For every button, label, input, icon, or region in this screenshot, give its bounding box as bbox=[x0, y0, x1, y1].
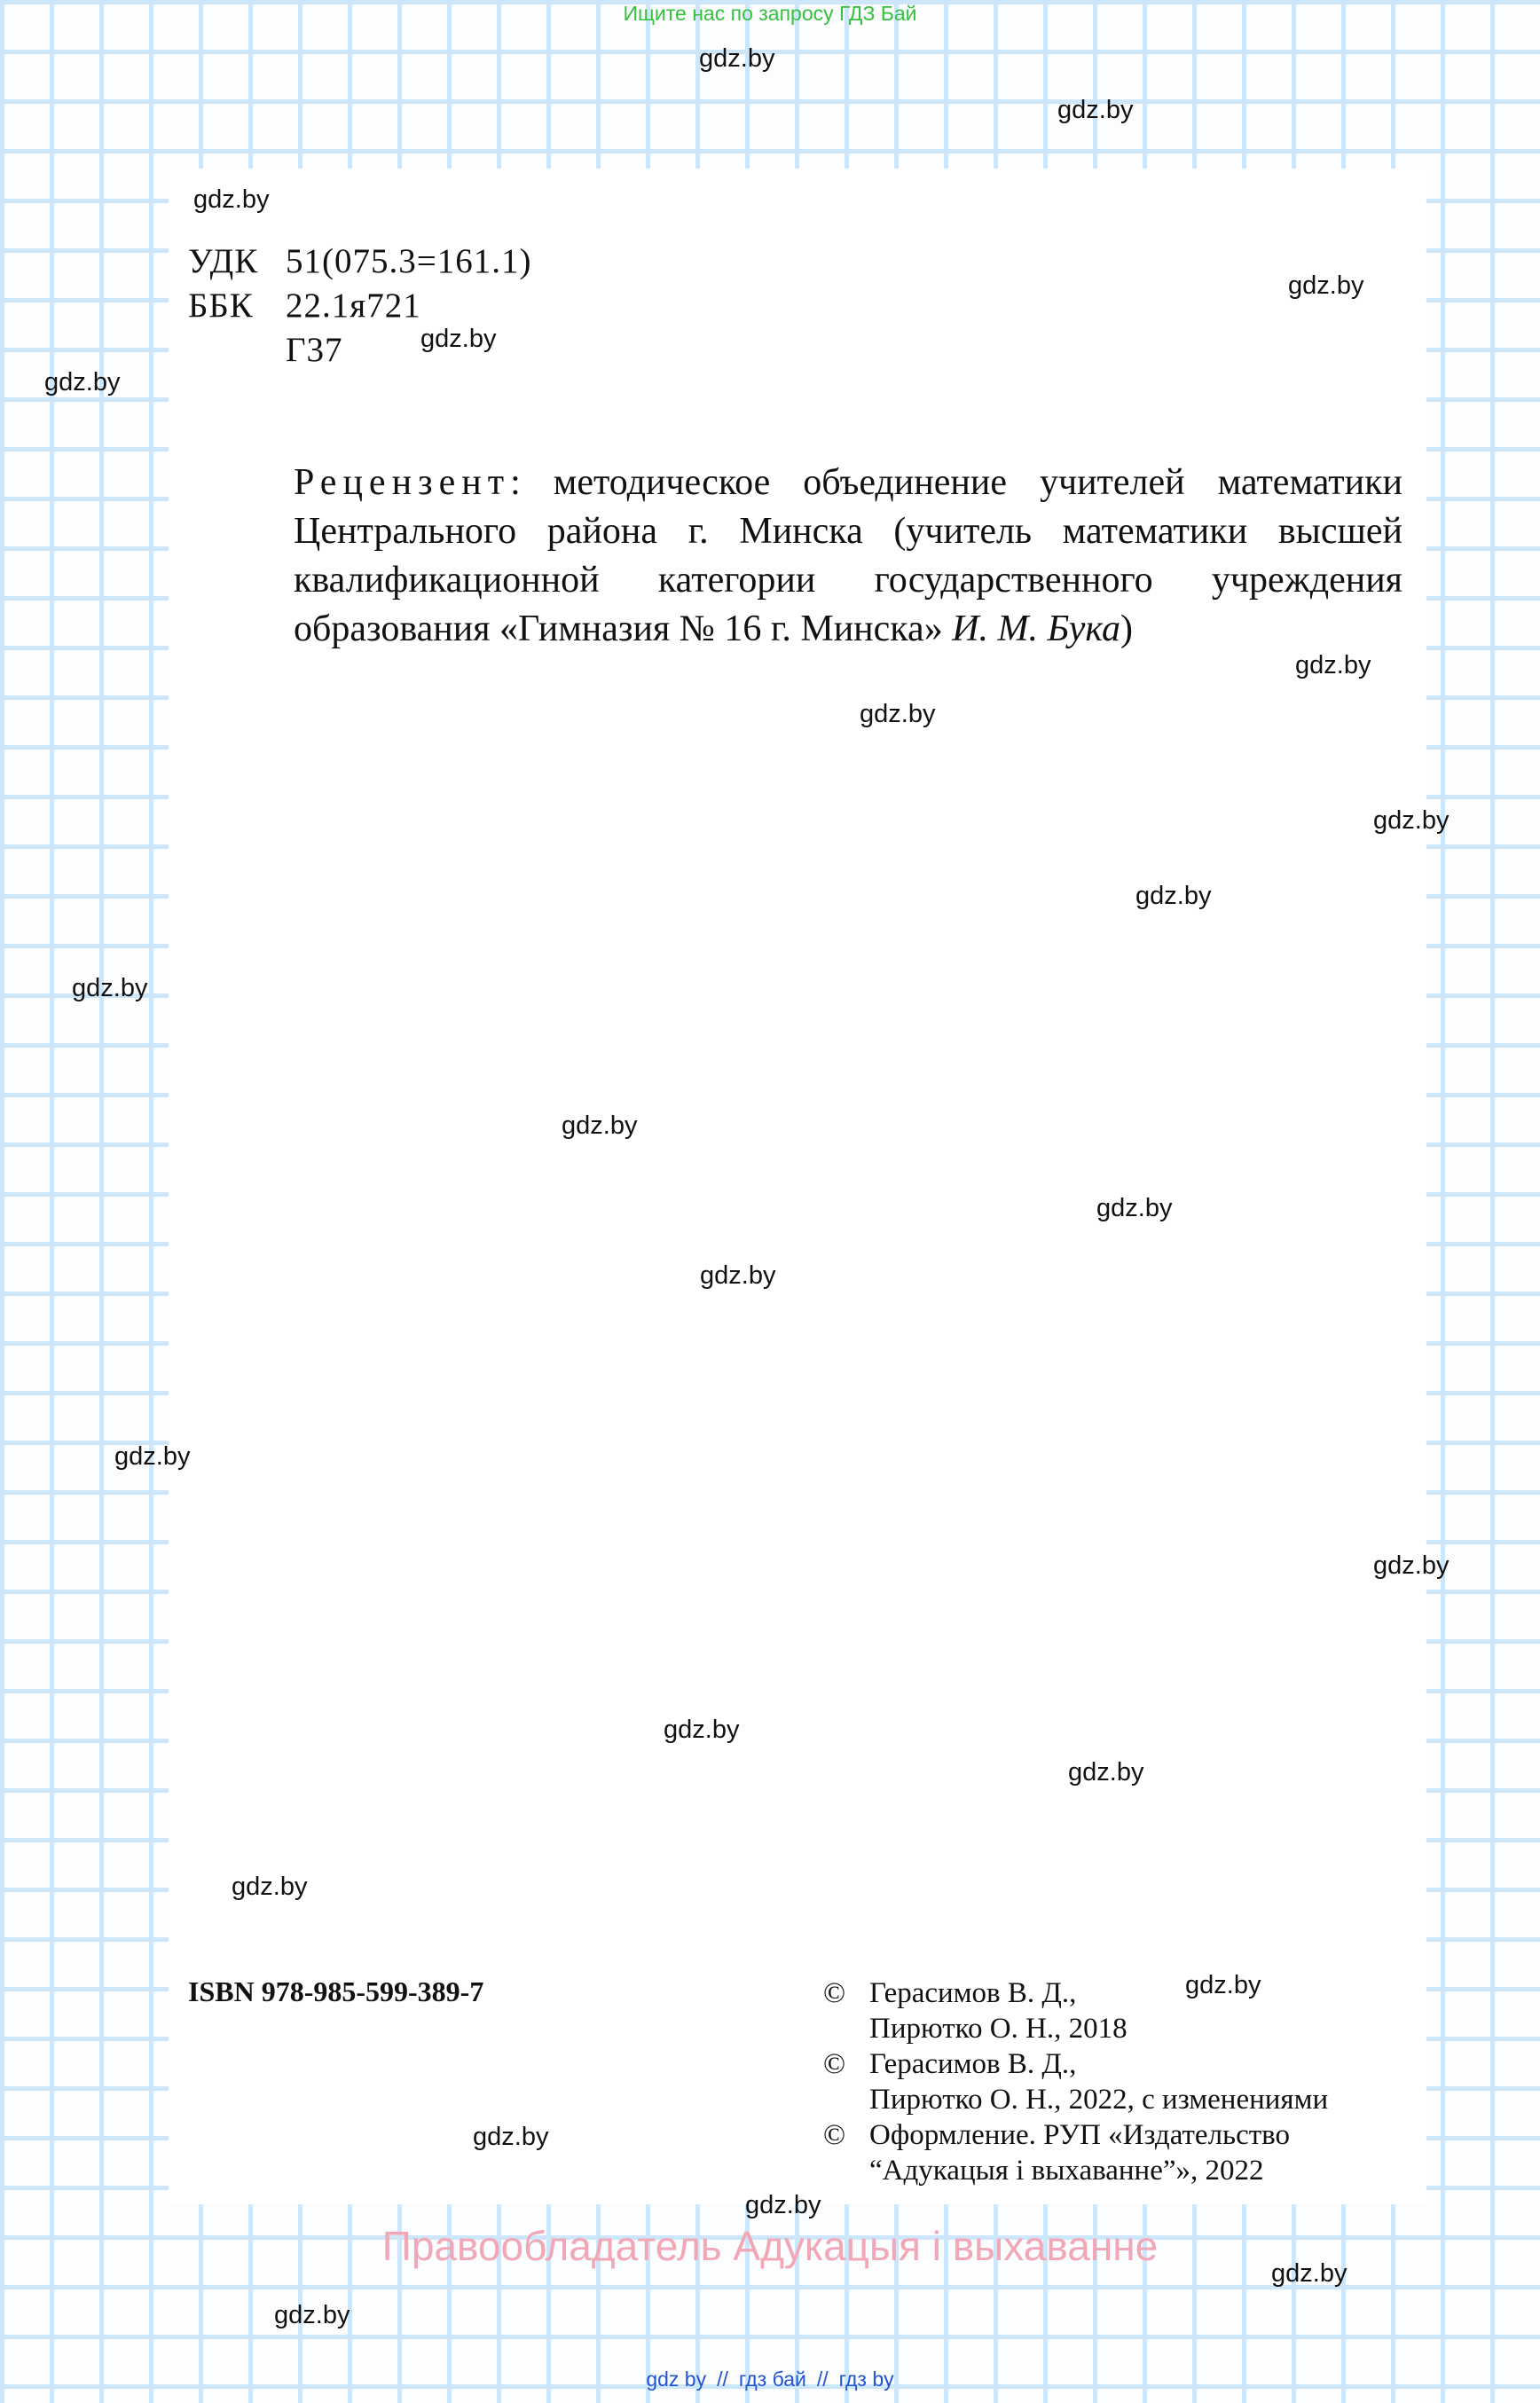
watermark: gdz.by bbox=[1295, 651, 1371, 679]
watermark: gdz.by bbox=[1185, 1971, 1261, 1999]
watermark: gdz.by bbox=[699, 44, 775, 73]
search-hint: Ищите нас по запросу ГДЗ Бай bbox=[623, 2, 917, 25]
copyright-line: Пирютко О. Н., 2022, с изменениями bbox=[869, 2084, 1329, 2116]
watermark: gdz.by bbox=[193, 185, 270, 214]
copyright-line: Герасимов В. Д., bbox=[869, 2048, 1077, 2080]
watermark: gdz.by bbox=[1096, 1194, 1173, 1222]
watermark: gdz.by bbox=[562, 1111, 638, 1140]
bottom-links: gdz by // гдз бай // гдз by bbox=[646, 2368, 894, 2391]
copyright-entry bbox=[823, 2117, 1426, 2188]
bbk-value: 22.1я721 bbox=[286, 287, 421, 325]
watermark: gdz.by bbox=[1057, 96, 1134, 124]
reviewer-paragraph bbox=[294, 459, 1402, 654]
watermark: gdz.by bbox=[664, 1716, 740, 1744]
watermark: gdz.by bbox=[860, 700, 936, 728]
watermark: gdz.by bbox=[1288, 271, 1364, 300]
bbk-label: ББК bbox=[188, 287, 254, 325]
copyright-entry bbox=[823, 2046, 1426, 2117]
link-gdz-by-cyr[interactable]: гдз by bbox=[838, 2368, 894, 2391]
copyright-block bbox=[823, 1975, 1426, 2188]
reviewer-name: И. М. Бука bbox=[952, 609, 1121, 649]
copyright-entry bbox=[823, 1975, 1426, 2046]
copyright-line: Оформление. РУП «Издательство bbox=[869, 2119, 1291, 2151]
bbk-row bbox=[188, 284, 531, 328]
copyright-line: Герасимов В. Д., bbox=[869, 1977, 1077, 2009]
udk-value: 51(075.3=161.1) bbox=[286, 242, 532, 280]
copyright-symbol: © bbox=[823, 2119, 846, 2151]
watermark: gdz.by bbox=[1271, 2259, 1348, 2288]
watermark: gdz.by bbox=[420, 325, 497, 353]
udk-row bbox=[188, 240, 531, 284]
watermark: gdz.by bbox=[1068, 1758, 1144, 1787]
copyright-line: “Адукацыя і выхаванне”», 2022 bbox=[869, 2155, 1264, 2187]
author-mark: Г37 bbox=[286, 331, 343, 369]
watermark: gdz.by bbox=[1373, 1551, 1450, 1580]
udk-label: УДК bbox=[188, 242, 259, 280]
reviewer-close: ) bbox=[1120, 609, 1134, 649]
isbn: ISBN 978-985-599-389-7 bbox=[188, 1975, 484, 2007]
watermark: gdz.by bbox=[44, 368, 121, 397]
copyright-symbol: © bbox=[823, 1977, 846, 2009]
copyright-line: Пирютко О. Н., 2018 bbox=[869, 2013, 1128, 2045]
copyright-symbol: © bbox=[823, 2048, 846, 2080]
watermark: gdz.by bbox=[232, 1873, 308, 1901]
watermark: gdz.by bbox=[745, 2191, 821, 2219]
watermark: gdz.by bbox=[274, 2301, 350, 2329]
watermark: gdz.by bbox=[473, 2123, 549, 2151]
watermark: gdz.by bbox=[1135, 882, 1212, 910]
link-gdz-by[interactable]: gdz by bbox=[646, 2368, 707, 2391]
watermark: gdz.by bbox=[700, 1261, 776, 1290]
link-gdz-bai[interactable]: гдз бай bbox=[738, 2368, 806, 2391]
watermark: gdz.by bbox=[1373, 806, 1450, 835]
watermark: gdz.by bbox=[72, 974, 148, 1002]
watermark: gdz.by bbox=[114, 1442, 191, 1471]
reviewer-body: : методическое объединение учителей математики Центрального района г. Минска (учитель математики высшей квалификационной категории государственного учреждения образования «Гимназия № 16 г. Минска» bbox=[294, 462, 1402, 649]
reviewer-lead: Рецензент bbox=[294, 462, 511, 503]
rights-holder-notice: Правообладатель Адукацыя і выхаванне bbox=[381, 2223, 1159, 2269]
